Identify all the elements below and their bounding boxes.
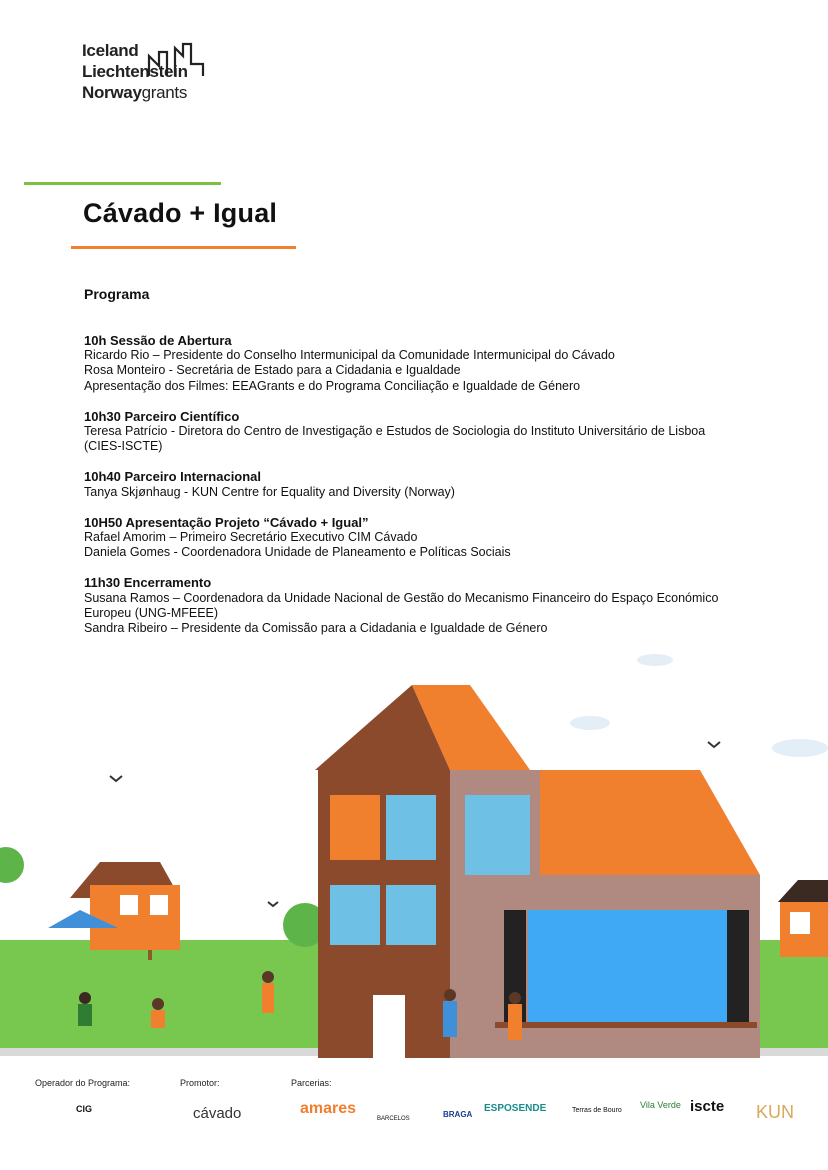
session-speaker-line: Susana Ramos – Coordenadora da Unidade Nacional de Gestão do Mecanismo Financeiro do Espaço Económico bbox=[84, 590, 719, 605]
page-title: Cávado + Igual bbox=[83, 198, 278, 228]
bird-icon bbox=[110, 776, 122, 781]
session-speaker-line: Tanya Skjønhaug - KUN Centre for Equality and Diversity (Norway) bbox=[84, 484, 455, 499]
session-speaker-line: Apresentação dos Filmes: EEAGrants e do Programa Conciliação e Igualdade de Género bbox=[84, 378, 581, 393]
partners-label: Parcerias: bbox=[291, 1078, 332, 1088]
session-block bbox=[84, 469, 764, 499]
tree-icon bbox=[0, 847, 24, 883]
small-house bbox=[90, 885, 180, 950]
bird-icon bbox=[268, 902, 278, 906]
session-block bbox=[84, 515, 764, 561]
session-speaker-line: Rosa Monteiro - Secretária de Estado para a Cidadania e Igualdade bbox=[84, 363, 461, 378]
person-icon bbox=[509, 992, 521, 1004]
person-icon bbox=[79, 992, 91, 1004]
session-speaker-line: Daniela Gomes - Coordenadora Unidade de Planeamento e Políticas Sociais bbox=[84, 545, 511, 560]
cavado-logo: cávado bbox=[193, 1105, 242, 1122]
braga-logo: BRAGA bbox=[443, 1110, 473, 1119]
logo-line-iceland: Iceland bbox=[82, 41, 139, 60]
session-block bbox=[84, 575, 764, 636]
esposende-logo: ESPOSENDE bbox=[484, 1103, 547, 1114]
cloud-shape bbox=[637, 654, 673, 666]
programme-schedule bbox=[84, 333, 764, 651]
door bbox=[373, 995, 405, 1058]
session-speaker-line: Ricardo Rio – Presidente do Conselho Intermunicipal da Comunidade Intermunicipal do Cávado bbox=[84, 348, 615, 363]
session-heading: 10H50 Apresentação Projeto “Cávado + Igual” bbox=[84, 514, 369, 530]
small-house-roof bbox=[778, 880, 828, 902]
cloud-shape bbox=[570, 716, 610, 730]
session-heading: 10h Sessão de Abertura bbox=[84, 333, 232, 348]
vila-verde-logo: Vila Verde bbox=[640, 1100, 681, 1110]
terras-de-bouro-logo: Terras de Bouro bbox=[572, 1107, 622, 1114]
programa-heading: Programa bbox=[84, 286, 150, 302]
terrace-floor bbox=[495, 1022, 757, 1028]
right-roof bbox=[540, 770, 760, 875]
session-block bbox=[84, 333, 764, 394]
window bbox=[330, 885, 380, 945]
session-speaker-line: Europeu (UNG-MFEEE) bbox=[84, 605, 219, 620]
houses-illustration bbox=[0, 640, 828, 1060]
logo-line-norway: Norwaygrants bbox=[82, 83, 188, 102]
window bbox=[330, 795, 380, 860]
session-speaker-line: (CIES-ISCTE) bbox=[84, 439, 163, 454]
session-speaker-line: Teresa Patrício - Diretora do Centro de Investigação e Estudos de Sociologia do Instituto Universitário de Lisboa bbox=[84, 424, 706, 439]
session-block bbox=[84, 409, 764, 455]
amares-logo: amares bbox=[300, 1100, 357, 1117]
window bbox=[386, 795, 436, 860]
session-heading: 10h30 Parceiro Científico bbox=[84, 408, 240, 424]
orange-divider bbox=[71, 246, 296, 249]
kun-logo: KUN bbox=[756, 1102, 795, 1122]
green-divider bbox=[24, 182, 221, 185]
window bbox=[465, 795, 530, 875]
cloud-shape bbox=[772, 739, 828, 757]
person-icon bbox=[444, 989, 456, 1001]
window bbox=[386, 885, 436, 945]
cig-logo: CIG bbox=[76, 1104, 93, 1114]
iscte-logo: iscte bbox=[690, 1098, 725, 1115]
person-icon bbox=[152, 998, 164, 1010]
bird-icon bbox=[708, 742, 720, 747]
living-room-window bbox=[528, 910, 728, 1022]
session-heading: 10h40 Parceiro Internacional bbox=[84, 469, 262, 485]
logo-line-liechtenstein: Liechtenstein bbox=[82, 62, 188, 81]
footer bbox=[0, 1070, 828, 1170]
person-icon bbox=[262, 971, 274, 983]
session-heading: 11h30 Encerramento bbox=[84, 575, 212, 591]
session-speaker-line: Rafael Amorim – Primeiro Secretário Executivo CIM Cávado bbox=[84, 530, 418, 545]
operator-label: Operador do Programa: bbox=[35, 1078, 131, 1088]
session-speaker-line: Sandra Ribeiro – Presidente da Comissão para a Cidadania e Igualdade de Género bbox=[84, 621, 548, 636]
barcelos-logo: BARCELOS bbox=[377, 1116, 410, 1122]
promoter-label: Promotor: bbox=[180, 1078, 220, 1088]
grants-mark-icon bbox=[147, 42, 207, 78]
